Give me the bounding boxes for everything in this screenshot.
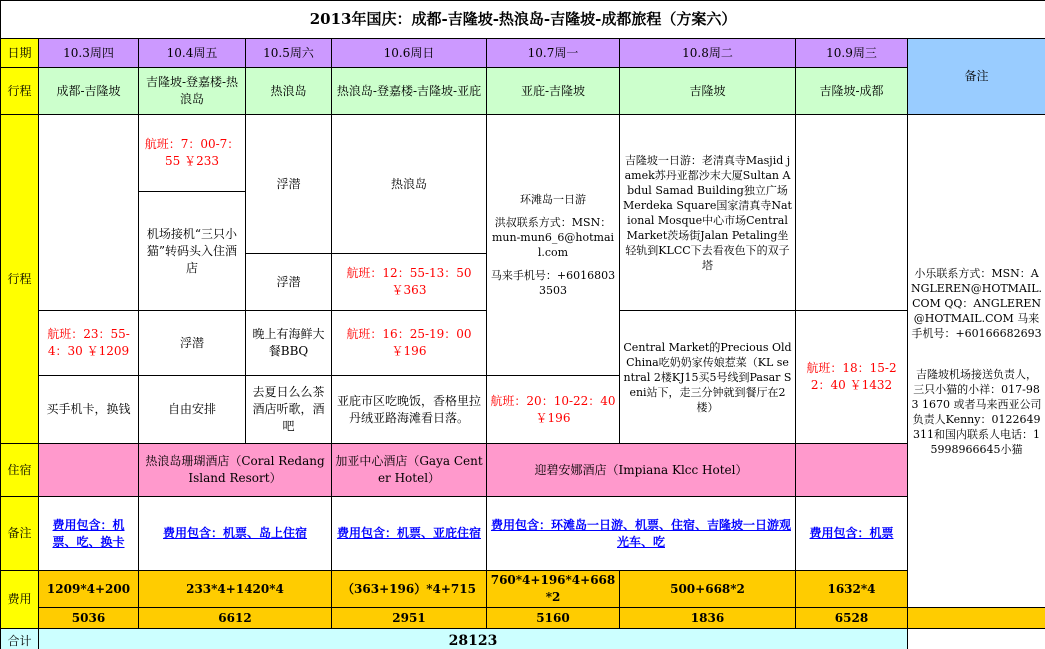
date-d3: 10.5周六 <box>246 39 332 68</box>
label-total: 合计 <box>1 629 39 649</box>
flight-d4-1: 航班：12：55-13：50 ￥363 <box>332 254 487 311</box>
sum-d2-3: 6612 <box>139 608 332 629</box>
page-title: 2013年国庆：成都-吉隆坡-热浪岛-吉隆坡-成都旅程（方案六） <box>1 1 1045 39</box>
evening-d1: 买手机卡，换钱 <box>39 376 139 444</box>
d5-tour: 环滩岛一日游 <box>520 193 586 206</box>
total-value: 28123 <box>39 629 908 649</box>
sum-d7: 6528 <box>796 608 908 629</box>
sum-d5: 5160 <box>487 608 620 629</box>
formula-d6: 500+668*2 <box>620 571 796 608</box>
label-schedule: 行程 <box>1 115 39 444</box>
formula-d7: 1632*4 <box>796 571 908 608</box>
route-d1: 成都-吉隆坡 <box>39 68 139 115</box>
d5-phone: 马来手机号：+60168033503 <box>490 269 616 297</box>
date-d1: 10.3周四 <box>39 39 139 68</box>
flight-d7: 航班：18：15-22：40 ￥1432 <box>796 311 908 444</box>
evening-d4: 亚庇市区吃晚饭，香格里拉丹绒亚路海滩看日落。 <box>332 376 487 444</box>
remarks-cell <box>908 115 1045 608</box>
note-d4[interactable]: 费用包含：机票、亚庇住宿 <box>332 497 487 571</box>
activity-d4-a: 热浪岛 <box>332 115 487 254</box>
lodging-d5-6: 迎碧安娜酒店（Impiana Klcc Hotel） <box>487 444 796 497</box>
remarks-contact: 小乐联系方式：MSN：ANGLEREN@HOTMAIL.COM QQ：ANGLEREN@HOTMAIL.COM 马来手机号：+60166682693 <box>911 266 1043 340</box>
flight-d2: 航班：7：00-7：55 ￥233 <box>139 115 246 192</box>
date-d4: 10.6周日 <box>332 39 487 68</box>
remarks-header: 备注 <box>908 39 1045 115</box>
formula-d2-3: 233*4+1420*4 <box>139 571 332 608</box>
evening-d3: 去夏日么么茶酒店听歌，酒吧 <box>246 376 332 444</box>
d5-contact: 洪叔联系方式：MSN：mun-mun6_6@hotmail.com <box>491 216 615 259</box>
lodging-d4: 加亚中心酒店（Gaya Center Hotel） <box>332 444 487 497</box>
route-d6: 吉隆坡 <box>620 68 796 115</box>
formula-d1: 1209*4+200 <box>39 571 139 608</box>
formula-d5: 760*4+196*4+668*2 <box>487 571 620 608</box>
label-cost: 费用 <box>1 571 39 629</box>
sum-d4: 2951 <box>332 608 487 629</box>
date-d7: 10.9周三 <box>796 39 908 68</box>
label-date: 日期 <box>1 39 39 68</box>
remarks-pickup: 吉隆坡机场接送负责人，三只小猫的小祥：017-983 1670 或者马来西亚公司负责人Kenny：0122649311和国内联系人电话：15998966645小猫 <box>911 367 1042 456</box>
note-d7[interactable]: 费用包含：机票 <box>796 497 908 571</box>
tour-d6: 吉隆坡一日游：老清真寺Masjid jamek苏丹亚都沙末大厦Sultan Abdul Samad Building独立广场Merdeka Square国家清真寺National Mosque中心市场Central Market茨场街Jalan Petaling坐轻轨到KLCC下去看夜色下的双子塔 <box>620 115 796 311</box>
route-d4: 热浪岛-登嘉楼-吉隆坡-亚庇 <box>332 68 487 115</box>
flight-d4-2: 航班：16：25-19：00 ￥196 <box>332 311 487 376</box>
route-d3: 热浪岛 <box>246 68 332 115</box>
route-d5: 亚庇-吉隆坡 <box>487 68 620 115</box>
date-d6: 10.8周二 <box>620 39 796 68</box>
lodging-d7 <box>796 444 908 497</box>
sum-d6: 1836 <box>620 608 796 629</box>
lodging-d1 <box>39 444 139 497</box>
activity-d3-b: 浮潜 <box>246 254 332 311</box>
label-lodging: 住宿 <box>1 444 39 497</box>
activity-d5 <box>487 115 620 376</box>
activity-d3-a: 浮潜 <box>246 115 332 254</box>
label-notes: 备注 <box>1 497 39 571</box>
schedule-d7-empty <box>796 115 908 311</box>
date-d2: 10.4周五 <box>139 39 246 68</box>
sum-d1: 5036 <box>39 608 139 629</box>
flight-d5: 航班：20：10-22：40 ￥196 <box>487 376 620 444</box>
note-d2-3[interactable]: 费用包含：机票、岛上住宿 <box>139 497 332 571</box>
free-d2: 自由安排 <box>139 376 246 444</box>
note-d5-6[interactable]: 费用包含：环滩岛一日游、机票、住宿、吉隆坡一日游观光车、吃 <box>487 497 796 571</box>
route-d2: 吉隆坡-登嘉楼-热浪岛 <box>139 68 246 115</box>
label-route: 行程 <box>1 68 39 115</box>
formula-d4: （363+196）*4+715 <box>332 571 487 608</box>
lodging-d2-3: 热浪岛珊瑚酒店（Coral Redang Island Resort） <box>139 444 332 497</box>
activity-d2: 浮潜 <box>139 311 246 376</box>
date-d5: 10.7周一 <box>487 39 620 68</box>
flight-d1: 航班：23：55-4：30 ￥1209 <box>39 311 139 376</box>
dinner-d3: 晚上有海鲜大餐BBQ <box>246 311 332 376</box>
note-d1[interactable]: 费用包含：机票、吃、换卡 <box>39 497 139 571</box>
schedule-d1-empty <box>39 115 139 311</box>
route-d7: 吉隆坡-成都 <box>796 68 908 115</box>
lunch-d6: Central Market的Precious Old China吃奶奶家传娘惹菜（KL sentral 2楼KJ15买5号线到Pasar Seni站下，走三分钟就到餐厅在2楼） <box>620 311 796 444</box>
total-blank <box>908 629 1045 649</box>
cost-blank <box>908 608 1045 629</box>
transfer-d2: 机场接机“三只小猫”转码头入住酒店 <box>139 192 246 311</box>
